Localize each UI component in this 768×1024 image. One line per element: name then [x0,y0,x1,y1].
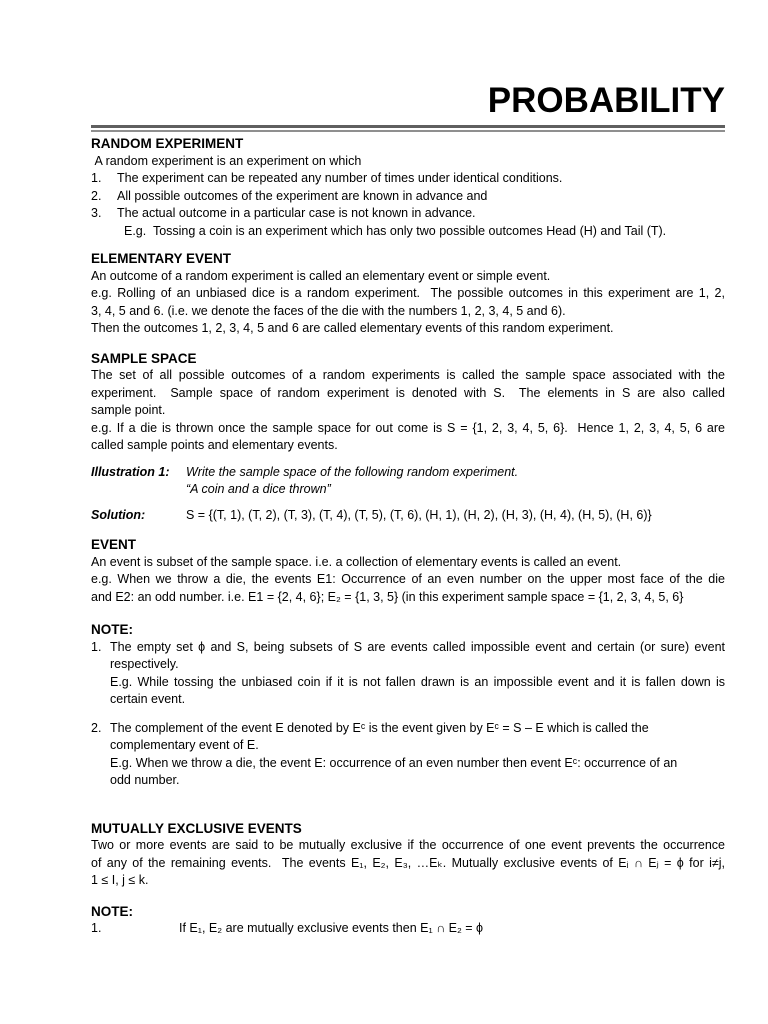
text-line: called sample points and elementary events. [91,438,338,452]
note-item [91,639,725,709]
random-experiment-intro: A random experiment is an experiment on which [91,153,362,168]
note-item-text [110,720,725,790]
solution-label: Solution: [91,507,146,522]
text-line: 3, 4, 5 and 6. (i.e. we denote the faces of the die with the numbers 1, 2, 3, 4, 5 and 6). [91,303,566,318]
list-text: The experiment can be repeated any number of times under identical conditions. [117,171,563,185]
heading-note-2: NOTE: [91,903,133,919]
list-number: 1. [91,171,102,185]
text-line: sample point. [91,403,166,417]
text-line: The set of all possible outcomes of a random experiments is called the sample space associated with the [91,368,725,382]
heading-sample-space: SAMPLE SPACE [91,350,197,366]
text-line: E.g. When we throw a die, the event E: occurrence of an even number then event Eᶜ: occurrence of an [110,755,678,770]
list-item [91,170,725,188]
text-line: odd number. [110,773,180,787]
list-number: 1. [91,921,102,935]
text-line: 1 ≤ I, j ≤ k. [91,873,149,887]
illustration-question [186,464,725,499]
text-line: Write the sample space of the following random experiment. [186,464,519,479]
list-item [91,188,725,206]
text-line: e.g. Rolling of an unbiased dice is a random experiment. The possible outcomes in this experiment are 1, 2, [91,286,725,300]
illustration-block [91,464,725,499]
text-line: The complement of the event E denoted by Eᶜ is the event given by Eᶜ = S – E which is called the [110,720,649,735]
note-item [91,720,725,790]
example-line: E.g. Tossing a coin is an experiment which has only two possible outcomes Head (H) and Tail (T). [124,223,667,238]
text-line: Two or more events are said to be mutually exclusive if the occurrence of one event prevents the occurrence [91,838,725,852]
solution-text-wrap [186,507,725,525]
list-number: 1. [91,639,102,654]
text-line: of any of the remaining events. The events E₁, E₂, E₃, …Eₖ. Mutually exclusive events of Eᵢ ∩ Eⱼ = ϕ for i≠j, [91,855,725,870]
list-text: All possible outcomes of the experiment are known in advance and [117,188,488,203]
heading-mutually-exclusive-events: MUTUALLY EXCLUSIVE EVENTS [91,820,302,836]
text-line: e.g. If a die is thrown once the sample space for out come is S = {1, 2, 3, 4, 5, 6}. Hence 1, 2, 3, 4, 5, 6 are [91,420,725,435]
text-line: An outcome of a random experiment is called an elementary event or simple event. [91,268,551,283]
text-line: and E2: an odd number. i.e. E1 = {2, 4, 6}; E₂ = {1, 3, 5} (in this experiment sample space = {1, 2, 3, 4, 5, 6} [91,589,684,604]
list-text: The actual outcome in a particular case is not known in advance. [117,206,476,220]
heading-random-experiment: RANDOM EXPERIMENT [91,136,244,151]
list-number: 2. [91,188,102,203]
title-rule [91,125,725,132]
text-line: certain event. [110,692,186,706]
text-line: complementary event of E. [110,738,259,752]
list-text: If E₁, E₂ are mutually exclusive events then E₁ ∩ E₂ = ϕ [179,921,484,935]
text-line: e.g. When we throw a die, the events E1: Occurrence of an even number on the upper most face of the die [91,572,725,586]
solution-text: S = {(T, 1), (T, 2), (T, 3), (T, 4), (T, 5), (T, 6), (H, 1), (H, 2), (H, 3), (H, 4), (H, 5), (H, 6)} [186,507,652,522]
document-title: PROBABILITY [487,81,725,120]
text-line: Then the outcomes 1, 2, 3, 4, 5 and 6 are called elementary events of this random experiment. [91,321,614,335]
heading-event: EVENT [91,537,137,552]
document-content [91,0,725,938]
solution-block [91,507,725,525]
heading-elementary-event: ELEMENTARY EVENT [91,251,232,266]
text-line: experiment. Sample space of random experiment is denoted with S. The elements in S are also called [91,385,725,400]
list-item [91,205,725,223]
text-line: E.g. While tossing the unbiased coin if it is not fallen drawn is an impossible event and it is fallen down is [110,674,725,689]
note-item [91,920,725,938]
list-number: 2. [91,720,102,735]
illustration-label: Illustration 1: [91,464,170,479]
heading-note-1: NOTE: [91,622,133,637]
text-line: The empty set ϕ and S, being subsets of S are events called impossible event and certain (or sure) event [110,639,725,654]
text-line: An event is subset of the sample space. i.e. a collection of elementary events is called an event. [91,554,622,569]
text-line: “A coin and a dice thrown” [186,482,331,496]
note-item-text [110,639,725,709]
text-line: respectively. [110,657,179,671]
list-number: 3. [91,206,102,220]
